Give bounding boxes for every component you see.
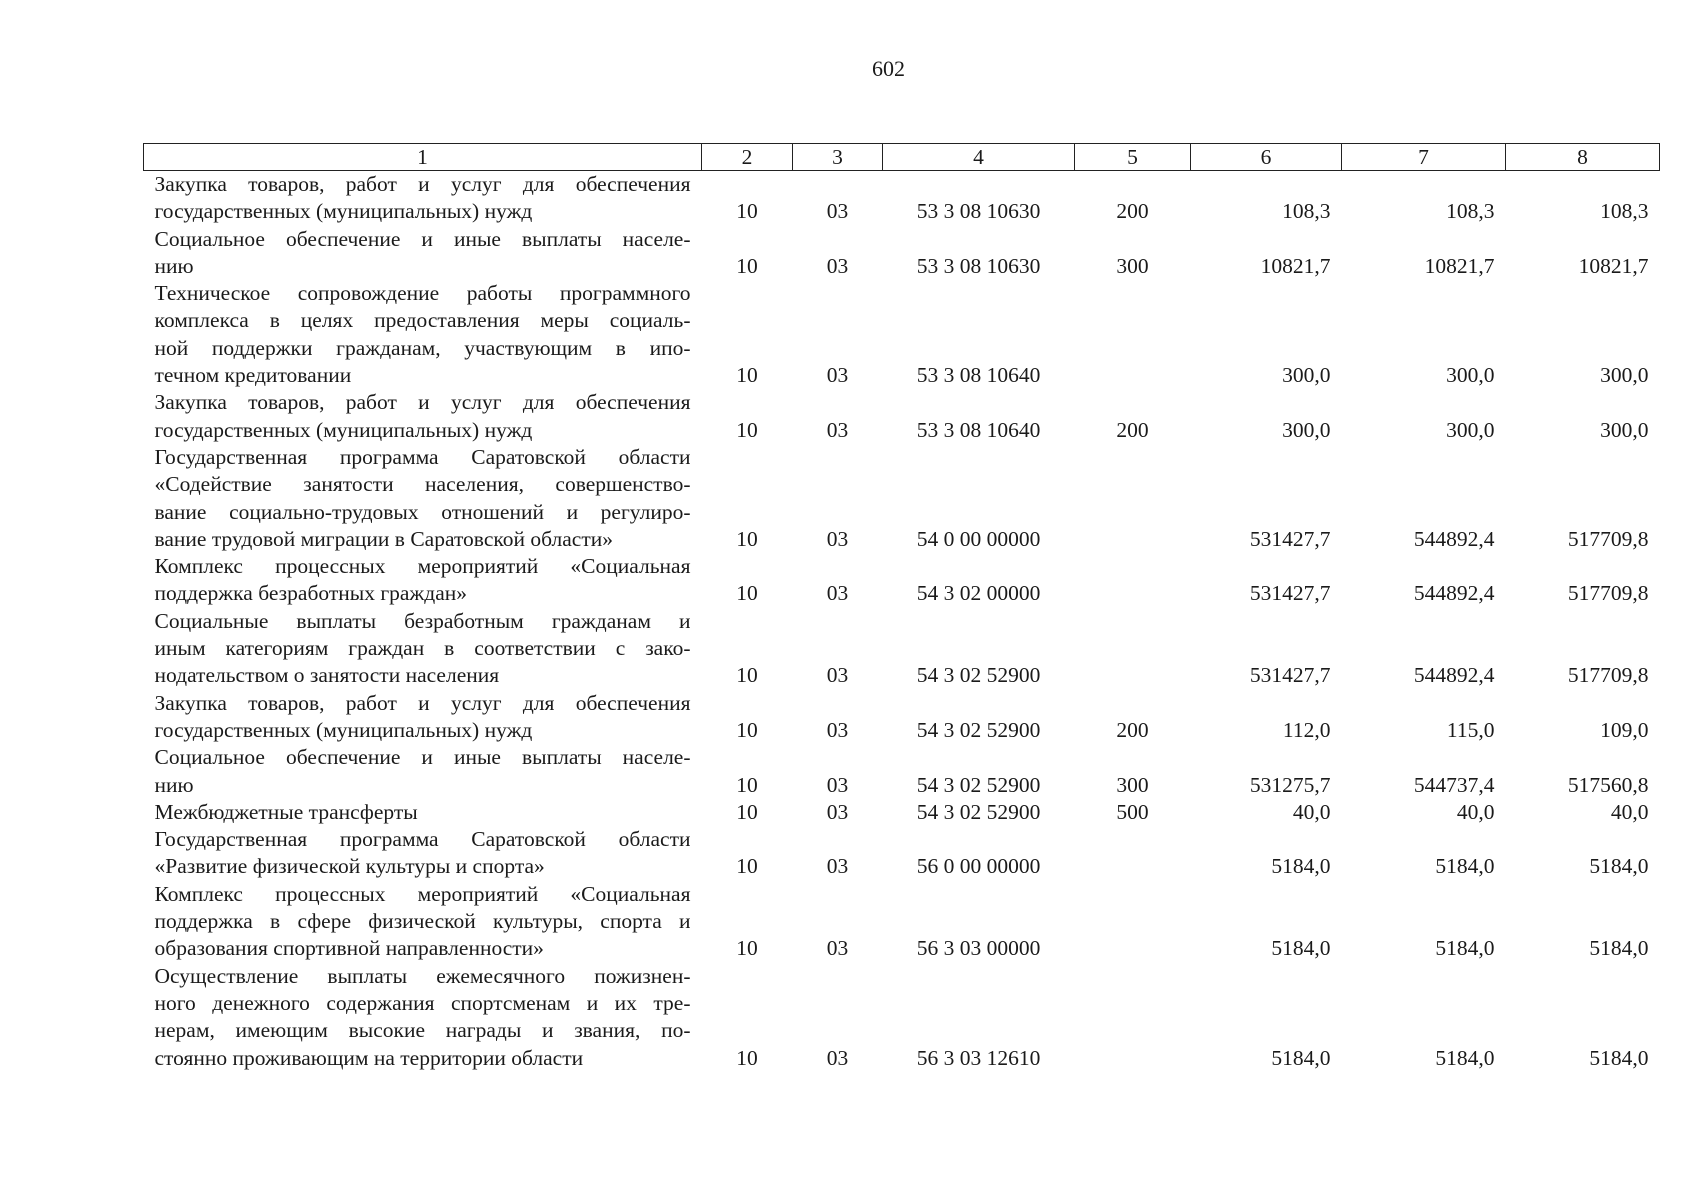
target-article-code: 54 3 02 52900	[916, 799, 1041, 824]
amount-year-3: 517709,8	[1567, 526, 1649, 551]
expense-type-code	[1075, 608, 1191, 690]
amount-year-1: 112,0	[1282, 717, 1331, 742]
table-row	[144, 280, 1660, 389]
amount-year-3: 5184,0	[1589, 1045, 1649, 1070]
expense-type-code: 200	[1116, 417, 1149, 442]
section-code: 10	[736, 253, 758, 278]
description-line: комплекса в целях предоставления меры социаль-	[154, 308, 691, 333]
amount-year-1: 5184,0	[1271, 936, 1331, 961]
amount-year-1: 108,3	[1282, 199, 1331, 224]
row-description	[144, 826, 702, 881]
table-row	[144, 963, 1660, 1072]
expense-type-code	[1075, 963, 1191, 1072]
expense-type-code	[1075, 444, 1191, 553]
section-code: 10	[736, 663, 758, 688]
amount-year-2: 544737,4	[1413, 772, 1495, 797]
header-cell: 1	[144, 144, 702, 171]
amount-year-3: 40,0	[1610, 799, 1649, 824]
description-line: Межбюджетные трансферты	[154, 799, 418, 824]
amount-year-1: 5184,0	[1271, 1045, 1331, 1070]
description-line: Государственная программа Саратовской области	[154, 827, 691, 852]
description-line: поддержка в сфере физической культуры, спорта и	[154, 909, 691, 934]
amount-year-1: 300,0	[1282, 363, 1331, 388]
header-cell: 6	[1191, 144, 1342, 171]
section-code: 10	[736, 1045, 758, 1070]
amount-year-1: 40,0	[1292, 799, 1331, 824]
expense-type-code: 300	[1116, 772, 1149, 797]
description-line: государственных (муниципальных) нужд	[154, 717, 533, 742]
description-line: Комплекс процессных мероприятий «Социальная	[154, 881, 691, 906]
amount-year-2: 10821,7	[1424, 253, 1495, 278]
table-row	[144, 744, 1660, 799]
amount-year-2: 5184,0	[1435, 854, 1495, 879]
amount-year-2: 108,3	[1446, 199, 1495, 224]
subsection-code: 03	[826, 199, 849, 224]
table-row	[144, 608, 1660, 690]
description-line: поддержка безработных граждан»	[154, 581, 468, 606]
table-row	[144, 799, 1660, 826]
amount-year-3: 517709,8	[1567, 581, 1649, 606]
target-article-code: 54 3 02 00000	[916, 581, 1041, 606]
table-row	[144, 389, 1660, 444]
description-line: ного денежного содержания спортсменам и их тре-	[154, 990, 691, 1015]
subsection-code: 03	[826, 936, 849, 961]
subsection-code: 03	[826, 526, 849, 551]
row-description	[144, 799, 702, 826]
description-line: Закупка товаров, работ и услуг для обеспечения	[154, 690, 691, 715]
expense-type-code: 200	[1116, 717, 1149, 742]
section-code: 10	[736, 799, 758, 824]
amount-year-3: 300,0	[1600, 417, 1649, 442]
target-article-code: 54 0 00 00000	[916, 526, 1041, 551]
description-line: Техническое сопровождение работы программного	[154, 281, 691, 306]
amount-year-2: 544892,4	[1413, 581, 1495, 606]
amount-year-2: 300,0	[1446, 417, 1495, 442]
description-line: нию	[154, 772, 194, 797]
amount-year-2: 544892,4	[1413, 663, 1495, 688]
description-line: нию	[154, 253, 194, 278]
target-article-code: 54 3 02 52900	[916, 663, 1041, 688]
subsection-code: 03	[826, 717, 849, 742]
amount-year-1: 300,0	[1282, 417, 1331, 442]
table-row	[144, 226, 1660, 281]
description-line: Социальное обеспечение и иные выплаты населе-	[154, 226, 691, 251]
expense-type-code	[1075, 826, 1191, 881]
amount-year-3: 517709,8	[1567, 663, 1649, 688]
row-description	[144, 389, 702, 444]
subsection-code: 03	[826, 772, 849, 797]
description-line: стоянно проживающим на территории области	[154, 1045, 584, 1070]
section-code: 10	[736, 363, 758, 388]
target-article-code: 53 3 08 10640	[916, 363, 1041, 388]
description-line: Комплекс процессных мероприятий «Социальная	[154, 554, 691, 579]
section-code: 10	[736, 526, 758, 551]
description-line: Осуществление выплаты ежемесячного пожизнен-	[154, 963, 691, 988]
description-line: иным категориям граждан в соответствии с зако-	[154, 636, 691, 661]
description-line: Социальное обеспечение и иные выплаты населе-	[154, 745, 691, 770]
row-description	[144, 690, 702, 745]
budget-table	[143, 143, 1660, 1072]
target-article-code: 53 3 08 10630	[916, 199, 1041, 224]
target-article-code: 54 3 02 52900	[916, 772, 1041, 797]
subsection-code: 03	[826, 417, 849, 442]
expense-type-code: 200	[1116, 199, 1149, 224]
table-body	[144, 171, 1660, 1072]
row-description	[144, 226, 702, 281]
amount-year-1: 531427,7	[1249, 663, 1331, 688]
row-description	[144, 280, 702, 389]
section-code: 10	[736, 581, 758, 606]
table-row	[144, 690, 1660, 745]
amount-year-1: 5184,0	[1271, 854, 1331, 879]
row-description	[144, 553, 702, 608]
description-line: «Содействие занятости населения, совершенство-	[154, 472, 691, 497]
row-description	[144, 744, 702, 799]
expense-type-code: 500	[1116, 799, 1149, 824]
header-cell: 4	[883, 144, 1075, 171]
table-row	[144, 171, 1660, 226]
amount-year-2: 5184,0	[1435, 936, 1495, 961]
header-cell: 7	[1342, 144, 1506, 171]
subsection-code: 03	[826, 1045, 849, 1070]
amount-year-2: 40,0	[1456, 799, 1495, 824]
amount-year-2: 544892,4	[1413, 526, 1495, 551]
description-line: вание трудовой миграции в Саратовской области»	[154, 526, 613, 551]
table-row	[144, 553, 1660, 608]
row-description	[144, 608, 702, 690]
amount-year-1: 531427,7	[1249, 581, 1331, 606]
subsection-code: 03	[826, 799, 849, 824]
section-code: 10	[736, 717, 758, 742]
header-cell: 8	[1506, 144, 1660, 171]
description-line: ной поддержки гражданам, участвующим в ипо-	[154, 335, 691, 360]
amount-year-3: 517560,8	[1567, 772, 1649, 797]
subsection-code: 03	[826, 663, 849, 688]
header-row	[144, 144, 1660, 171]
description-line: течном кредитовании	[154, 363, 352, 388]
section-code: 10	[736, 936, 758, 961]
amount-year-3: 108,3	[1600, 199, 1649, 224]
description-line: Закупка товаров, работ и услуг для обеспечения	[154, 390, 691, 415]
description-line: нерам, имеющим высокие награды и звания, по-	[154, 1018, 691, 1043]
subsection-code: 03	[826, 581, 849, 606]
amount-year-2: 115,0	[1446, 717, 1495, 742]
amount-year-3: 300,0	[1600, 363, 1649, 388]
row-description	[144, 881, 702, 963]
description-line: Закупка товаров, работ и услуг для обеспечения	[154, 172, 691, 196]
amount-year-2: 300,0	[1446, 363, 1495, 388]
description-line: вание социально-трудовых отношений и регулиро-	[154, 499, 691, 524]
header-cell: 2	[702, 144, 793, 171]
expense-type-code	[1075, 280, 1191, 389]
header-cell: 5	[1075, 144, 1191, 171]
expense-type-code	[1075, 881, 1191, 963]
description-line: государственных (муниципальных) нужд	[154, 417, 533, 442]
amount-year-3: 5184,0	[1589, 854, 1649, 879]
section-code: 10	[736, 199, 758, 224]
amount-year-1: 531427,7	[1249, 526, 1331, 551]
description-line: Социальные выплаты безработным гражданам и	[154, 608, 691, 633]
amount-year-3: 10821,7	[1578, 253, 1649, 278]
page-number: 602	[872, 56, 905, 81]
target-article-code: 56 3 03 12610	[916, 1045, 1041, 1070]
section-code: 10	[736, 772, 758, 797]
target-article-code: 53 3 08 10630	[916, 253, 1041, 278]
row-description	[144, 963, 702, 1072]
amount-year-3: 109,0	[1600, 717, 1649, 742]
subsection-code: 03	[826, 363, 849, 388]
section-code: 10	[736, 417, 758, 442]
header-cell: 3	[793, 144, 883, 171]
subsection-code: 03	[826, 253, 849, 278]
table-row	[144, 881, 1660, 963]
amount-year-3: 5184,0	[1589, 936, 1649, 961]
description-line: образования спортивной направленности»	[154, 936, 544, 961]
description-line: государственных (муниципальных) нужд	[154, 199, 533, 224]
table-row	[144, 826, 1660, 881]
amount-year-1: 531275,7	[1249, 772, 1331, 797]
table-row	[144, 444, 1660, 553]
target-article-code: 56 0 00 00000	[916, 854, 1041, 879]
target-article-code: 53 3 08 10640	[916, 417, 1041, 442]
description-line: Государственная программа Саратовской области	[154, 444, 691, 469]
row-description	[144, 444, 702, 553]
description-line: нодательством о занятости населения	[154, 663, 500, 688]
target-article-code: 56 3 03 00000	[916, 936, 1041, 961]
subsection-code: 03	[826, 854, 849, 879]
amount-year-1: 10821,7	[1260, 253, 1331, 278]
section-code: 10	[736, 854, 758, 879]
amount-year-2: 5184,0	[1435, 1045, 1495, 1070]
description-line: «Развитие физической культуры и спорта»	[154, 854, 545, 879]
expense-type-code	[1075, 553, 1191, 608]
target-article-code: 54 3 02 52900	[916, 717, 1041, 742]
expense-type-code: 300	[1116, 253, 1149, 278]
row-description	[144, 171, 702, 226]
